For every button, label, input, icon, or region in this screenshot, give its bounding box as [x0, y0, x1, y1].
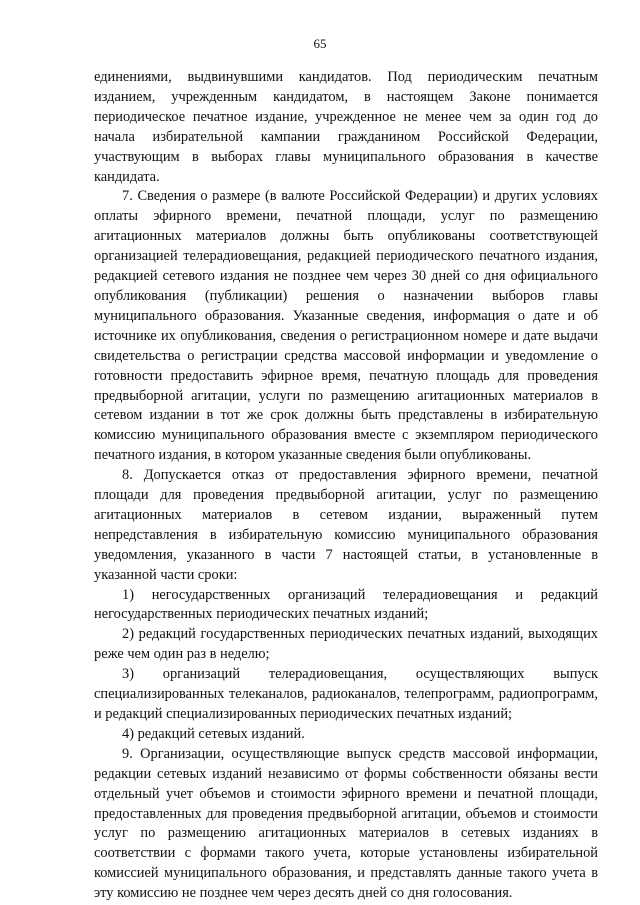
list-item-2: 2) редакций государственных периодических печатных изданий, выходящих реже чем один раз в неделю;	[94, 626, 598, 663]
paragraph-part-7: 7. Сведения о размере (в валюте Российской Федерации) и других условиях оплаты эфирного времени, печатной площади, услуг по размещению агитационных материалов должны быть опубликованы соответствующей организацией телерадиовещания, редакцией периодического печатного издания, редакцией сетевого издания не позднее чем через 30 дней со дня официального опубликования (публикации) решения о назначении выборов главы муниципального образования. Указанные сведения, информация о дате и об источнике их опубликования, сведения о регистрационном номере и дате выдачи свидетельства о регистрации средства массовой информации и уведомление о готовности предоставить эфирное время, печатную площадь для проведения предвыборной агитации, услуги по размещению агитационных материалов в сетевом издании в тот же срок должны быть представлены в избирательную комиссию муниципального образования вместе с экземпляром периодического печатного издания, в котором указанные сведения были опубликованы.	[94, 188, 598, 464]
body-text	[94, 68, 598, 904]
list-item-4: 4) редакций сетевых изданий.	[122, 725, 305, 742]
paragraph-continuation: единениями, выдвинувшими кандидатов. Под периодическим печатным изданием, учрежденным кандидатом, в настоящем Законе понимается периодическое печатное издание, учрежденное не менее чем за один год до начала избирательной кампании гражданином Российской Федерации, участвующим в выборах главы муниципального образования в качестве кандидата.	[94, 69, 598, 185]
page-number: 65	[313, 36, 327, 51]
list-item-1: 1) негосударственных организаций телерадиовещания и редакций негосударственных периодических печатных изданий;	[94, 586, 598, 623]
list-item-3: 3) организаций телерадиовещания, осуществляющих выпуск специализированных телеканалов, радиоканалов, телепрограмм, радиопрограмм, и редакций специализированных периодических печатных изданий;	[94, 666, 598, 722]
paragraph-part-8: 8. Допускается отказ от предоставления эфирного времени, печатной площади для проведения предвыборной агитации, услуг по размещению агитационных материалов в сетевом издании, выраженный путем непредставления в избирательную комиссию муниципального образования уведомления, указанного в части 7 настоящей статьи, в установленные в указанной части сроки:	[94, 467, 598, 583]
paragraph-part-9: 9. Организации, осуществляющие выпуск средств массовой информации, редакции сетевых изданий независимо от формы собственности обязаны вести отдельный учет объемов и стоимости эфирного времени и печатной площади, предоставленных для проведения предвыборной агитации, объемов и стоимости услуг по размещению агитационных материалов в сетевых изданиях в соответствии с формами такого учета, которые установлены избирательной комиссией муниципального образования, и представлять данные такого учета в эту комиссию не позднее чем через десять дней со дня голосования.	[94, 745, 598, 902]
